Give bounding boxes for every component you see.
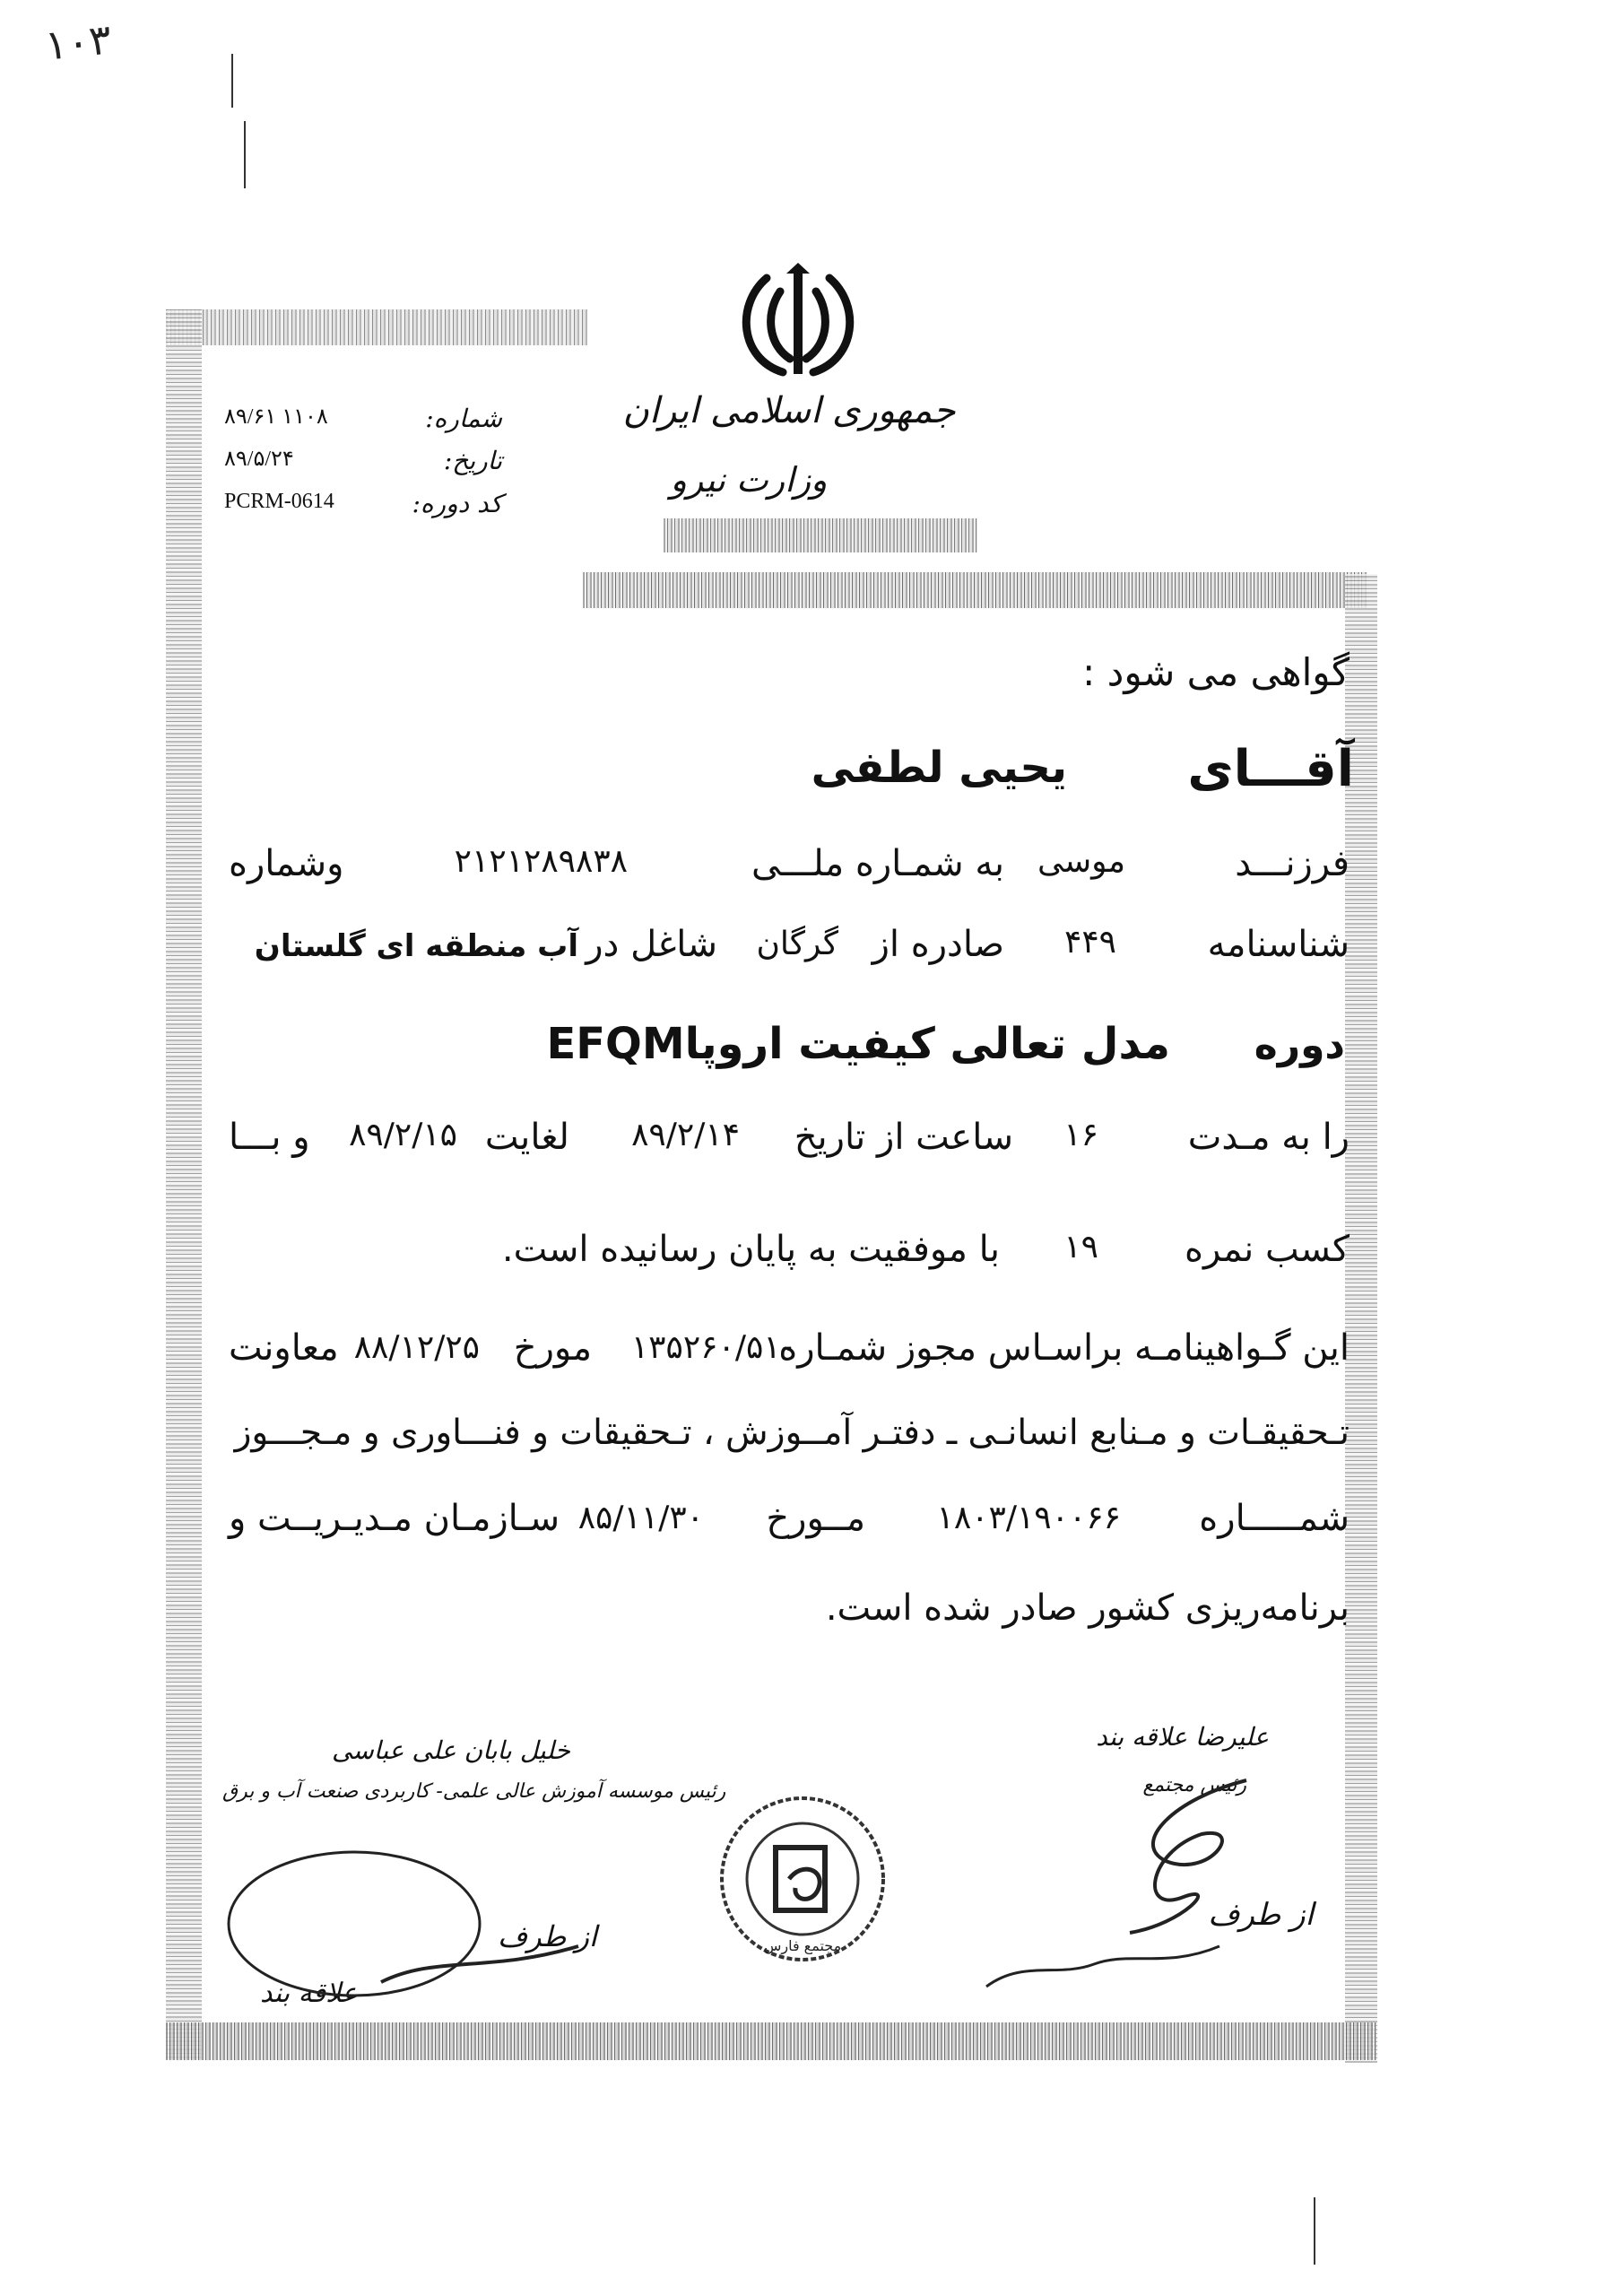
employer: آب منطقه ای گلستان xyxy=(254,928,578,964)
and-number-label: وشماره xyxy=(229,843,344,884)
frame-border-left xyxy=(166,309,202,2058)
course-label: دوره xyxy=(1254,1022,1345,1068)
iran-emblem-icon xyxy=(731,256,865,390)
left-signature-icon xyxy=(220,1839,596,2018)
org-name-line1: جمهوری اسلامی ایران xyxy=(622,390,956,431)
right-behalf-label: از طرف xyxy=(1208,1897,1314,1933)
number-value: ۸۹/۶۱ ۱۱۰۸ xyxy=(224,405,328,429)
left-signer-title: رئیس موسسه آموزش عالی علمی- کاربردی صنعت آب و برق xyxy=(222,1780,726,1803)
permit-number: ۱۳۵۲۶۰/۵۱۰ xyxy=(630,1329,798,1366)
number-label: شماره: xyxy=(425,404,502,433)
hours-from-label: ساعت از تاریخ xyxy=(794,1117,1013,1158)
left-signer-name: خلیل بابان علی عباسی xyxy=(332,1735,570,1765)
id-card-label: شناسنامه xyxy=(1207,924,1350,965)
course-code-value: PCRM-0614 xyxy=(224,490,334,513)
right-signer-name: علیرضا علاقه بند xyxy=(1096,1722,1269,1752)
frame-border-bottom xyxy=(166,2022,1376,2060)
course-code-label: کد دوره: xyxy=(412,489,502,518)
and-with: و بـــا xyxy=(229,1117,310,1158)
left-behalf-label: از طرف xyxy=(498,1919,597,1953)
honorific: آقـــای xyxy=(1187,740,1354,798)
national-id-label: به شمـاره ملـــی xyxy=(751,843,1004,884)
handwritten-page-number: ۱۰۳ xyxy=(42,14,114,70)
certificate-intro: گواهی می شود : xyxy=(1082,650,1350,694)
recipient-name: یحیی لطفی xyxy=(811,743,1067,793)
scan-mark xyxy=(244,121,246,188)
duration-hours: ۱۶ xyxy=(1063,1117,1098,1153)
license-number: ۱۸۰۳/۱۹۰۰۶۶ xyxy=(936,1500,1121,1536)
end-date: ۸۹/۲/۱۵ xyxy=(349,1117,457,1153)
date-label: تاریخ: xyxy=(443,446,502,475)
right-signer-title: رئیس مجتمع xyxy=(1142,1774,1246,1796)
score: ۱۹ xyxy=(1063,1229,1098,1265)
deputy-label: معاونت xyxy=(229,1327,339,1369)
org-name-line2: وزارت نیرو xyxy=(670,460,828,500)
id-card-number: ۴۴۹ xyxy=(1063,924,1116,961)
start-date: ۸۹/۲/۱۴ xyxy=(631,1117,740,1153)
until-label: لغایت xyxy=(484,1117,569,1158)
frame-border-top-right xyxy=(583,572,1367,608)
official-seal-icon xyxy=(713,1789,892,1969)
issued-from-label: صادره از xyxy=(872,924,1004,965)
para-line4: برنامه‌ریزی کشور صادر شده است. xyxy=(825,1587,1350,1629)
father-name: موسی xyxy=(1037,843,1125,880)
license-date: ۸۵/۱۱/۳۰ xyxy=(577,1500,704,1536)
employed-label: شاغل در xyxy=(586,924,717,965)
org-management: سـازمـان مـدیـریــت و xyxy=(229,1498,560,1539)
scan-mark xyxy=(231,54,233,108)
duration-label: را به مـدت xyxy=(1187,1117,1350,1158)
completion-text: با موفقیت به پایان رسانیده است. xyxy=(501,1229,1000,1270)
frame-border-top-left xyxy=(166,309,587,345)
dated-label-2: مــورخ xyxy=(766,1498,865,1539)
issued-city: گرگان xyxy=(756,926,838,962)
permit-date: ۸۸/۱۲/۲۵ xyxy=(353,1329,480,1366)
para-line1-text: این گـواهینامـه براسـاس مجوز شمـاره xyxy=(778,1327,1350,1369)
score-label: کسب نمره xyxy=(1184,1229,1350,1270)
number-label-2: شمـــــاره xyxy=(1199,1498,1350,1539)
course-name: مدل تعالی کیفیت اروپاEFQM xyxy=(546,1019,1170,1069)
date-value: ۸۹/۵/۲۴ xyxy=(224,448,294,471)
national-id: ۲۱۲۱۲۸۹۸۳۸ xyxy=(454,843,628,880)
scan-mark xyxy=(1314,2197,1315,2265)
left-signer-handwritten: علاقه بند xyxy=(260,1978,358,2009)
right-signature-icon xyxy=(950,1771,1309,2005)
father-label: فرزنـــد xyxy=(1235,843,1350,884)
dated-label: مورخ xyxy=(513,1327,592,1369)
para-line2: تـحقیقـات و مـنابع انسانـی ـ دفتـر آمــوزش ، تـحقیقات و فنـــاوری و مـجـــوز xyxy=(234,1413,1350,1453)
seal-text: مجتمع فارس xyxy=(763,1937,842,1954)
frame-border-top-middle xyxy=(664,518,977,552)
